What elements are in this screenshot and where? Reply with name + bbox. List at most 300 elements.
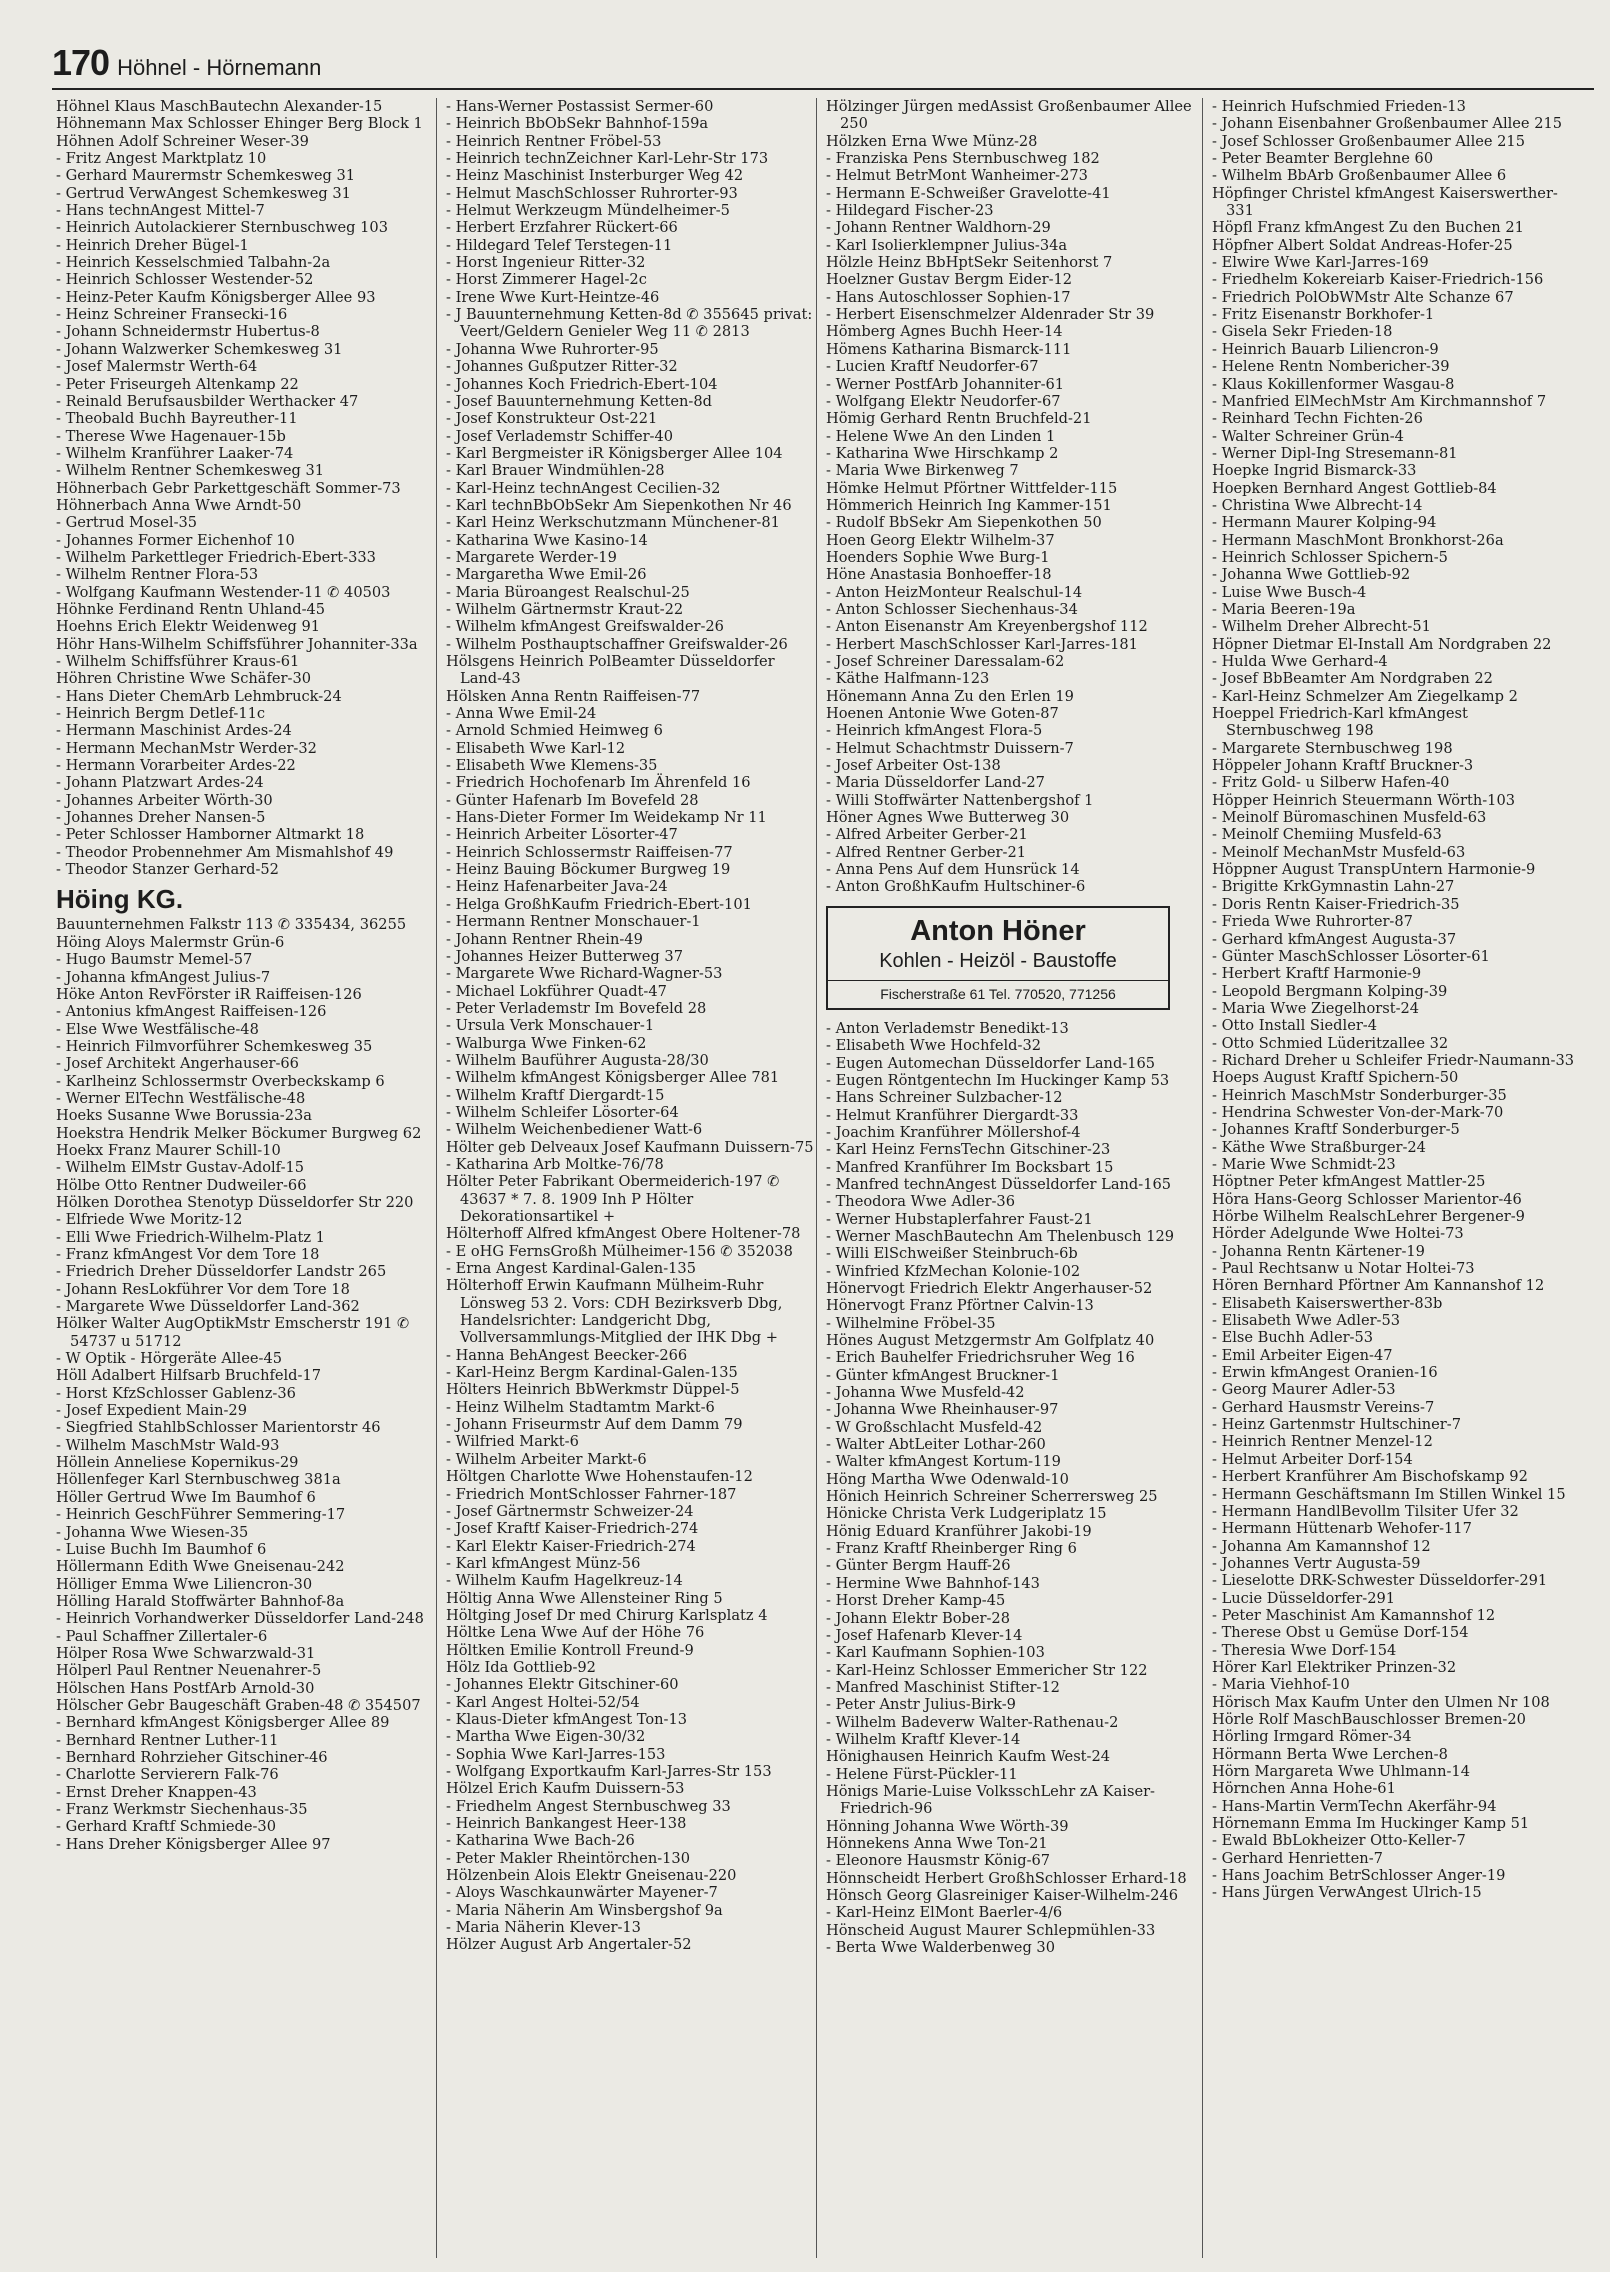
directory-entry: - Horst Zimmerer Hagel-2c bbox=[446, 271, 647, 289]
directory-entry: - Karl-Heinz Schmelzer Am Ziegelkamp 2 bbox=[1212, 687, 1518, 705]
directory-entry: - Hermann HandlBevollm Tilsiter Ufer 32 bbox=[1212, 1502, 1519, 1520]
directory-entry: Hömens Katharina Bismarck-111 bbox=[826, 340, 1072, 358]
directory-entry: - Werner Hubstaplerfahrer Faust-21 bbox=[826, 1210, 1093, 1228]
directory-entry: Hönning Johanna Wwe Wörth-39 bbox=[826, 1817, 1069, 1835]
directory-entry: - Anton GroßhKaufm Hultschiner-6 bbox=[826, 878, 1086, 896]
directory-entry: - Meinolf MechanMstr Musfeld-63 bbox=[1212, 843, 1466, 861]
directory-entry: - Herbert Eisenschmelzer Aldenrader Str 39 bbox=[826, 306, 1155, 324]
directory-entry: Hönich Heinrich Schreiner Scherrersweg 25 bbox=[826, 1488, 1158, 1506]
directory-entry: - Maria Beeren-19a bbox=[1212, 600, 1356, 618]
directory-entry: - Anton Eisenanstr Am Kreyenbergshof 112 bbox=[826, 618, 1148, 636]
directory-entry: - Johannes Gußputzer Ritter-32 bbox=[446, 358, 678, 376]
directory-entry: - Heinrich Rentner Menzel-12 bbox=[1212, 1433, 1433, 1451]
directory-entry: - Karl Heinz Werkschutzmann Münchener-81 bbox=[446, 514, 780, 532]
directory-entry: - Gertrud VerwAngest Schemkesweg 31 bbox=[56, 184, 351, 202]
directory-entry: - Heinrich Schlosser Westender-52 bbox=[56, 271, 314, 289]
directory-entry: - Josef Schreiner Daressalam-62 bbox=[826, 653, 1065, 670]
directory-entry: Hoenders Sophie Wwe Burg-1 bbox=[826, 548, 1050, 566]
directory-entry: - Elisabeth Wwe Klemens-35 bbox=[446, 757, 658, 775]
directory-entry: - Josef Arbeiter Ost-138 bbox=[826, 757, 1001, 775]
directory-entry: Hönnekens Anna Wwe Ton-21 bbox=[826, 1834, 1048, 1852]
directory-entry: - Johanna Wwe Musfeld-42 bbox=[826, 1384, 1025, 1402]
directory-entry: - Peter Verlademstr Im Bovefeld 28 bbox=[446, 999, 707, 1017]
directory-entry: - Helmut Kranführer Diergardt-33 bbox=[826, 1106, 1079, 1124]
directory-entry: Höllermann Edith Wwe Gneisenau-242 bbox=[56, 1558, 345, 1576]
directory-entry: - Klaus Kokillenformer Wasgau-8 bbox=[1212, 375, 1455, 393]
directory-entry: - Katharina Wwe Kasino-14 bbox=[446, 531, 648, 549]
directory-entry: - Maria Büroangest Realschul-25 bbox=[446, 583, 690, 601]
directory-entry: - Günter MaschSchlosser Lösorter-61 bbox=[1212, 947, 1490, 965]
directory-entry: Hoehns Erich Elektr Weidenweg 91 bbox=[56, 618, 321, 636]
directory-entry: - Wilhelm Dreher Albrecht-51 bbox=[1212, 618, 1431, 636]
directory-entry: - Johann Platzwart Ardes-24 bbox=[56, 774, 264, 792]
directory-entry: Hömmerich Heinrich Ing Kammer-151 bbox=[826, 496, 1112, 514]
directory-entry: - Helene Fürst-Pückler-11 bbox=[826, 1765, 1018, 1783]
directory-entry: - Friedhelm Angest Sternbuschweg 33 bbox=[446, 1797, 731, 1815]
directory-entry: Hölzer August Arb Angertaler-52 bbox=[446, 1936, 692, 1954]
directory-entry: - Hans Jürgen VerwAngest Ulrich-15 bbox=[1212, 1884, 1482, 1902]
directory-entry: Hoen Georg Elektr Wilhelm-37 bbox=[826, 531, 1055, 549]
directory-entry: Hönigs Marie-Luise VolksschLehr zA Kaiser-Friedrich-96 bbox=[826, 1782, 1155, 1818]
directory-entry: Hoekx Franz Maurer Schill-10 bbox=[56, 1141, 281, 1159]
directory-entry: - Friedrich PolObWMstr Alte Schanze 67 bbox=[1212, 288, 1514, 306]
directory-entry: Hölperl Paul Rentner Neuenahrer-5 bbox=[56, 1662, 322, 1680]
directory-entry: - Peter Friseurgeh Altenkamp 22 bbox=[56, 375, 299, 393]
directory-entry: - Hermann Maschinist Ardes-24 bbox=[56, 722, 292, 740]
directory-entry: - Heinrich Autolackierer Sternbuschweg 103 bbox=[56, 219, 389, 237]
directory-entry: - Wilhelm kfmAngest Greifswalder-26 bbox=[446, 618, 724, 636]
directory-entry: - Josef Konstrukteur Ost-221 bbox=[446, 410, 658, 428]
directory-entry: - Hans Dreher Königsberger Allee 97 bbox=[56, 1835, 331, 1853]
directory-entry: Hölter geb Delveaux Josef Kaufmann Duissern-75 bbox=[446, 1138, 814, 1156]
directory-entry: - Anton Schlosser Siechenhaus-34 bbox=[826, 600, 1078, 618]
directory-entry: - Karl Angest Holtei-52/54 bbox=[446, 1693, 640, 1711]
directory-entry: - Elisabeth Kaiserswerther-83b bbox=[1212, 1294, 1443, 1312]
directory-entry: - Walburga Wwe Finken-62 bbox=[446, 1034, 647, 1052]
directory-entry: - Karl Elektr Kaiser-Friedrich-274 bbox=[446, 1537, 696, 1555]
directory-entry: - Marie Wwe Schmidt-23 bbox=[1212, 1155, 1396, 1173]
firm-heading: Höing KG. bbox=[56, 884, 184, 915]
directory-entry: Hören Bernhard Pförtner Am Kannanshof 12 bbox=[1212, 1277, 1545, 1295]
directory-entry: Hörer Karl Elektriker Prinzen-32 bbox=[1212, 1658, 1457, 1676]
directory-entry: Höing Aloys Malermstr Grün-6 bbox=[56, 933, 285, 951]
directory-entry: - Franziska Pens Sternbuschweg 182 bbox=[826, 150, 1100, 168]
directory-entry: Hörle Rolf MaschBauschlosser Bremen-20 bbox=[1212, 1710, 1526, 1728]
directory-entry: - Manfred technAngest Düsseldorfer Land-165 bbox=[826, 1175, 1172, 1193]
directory-entry: Hölzenbein Alois Elektr Gneisenau-220 bbox=[446, 1867, 737, 1885]
directory-entry: - Elisabeth Wwe Adler-53 bbox=[1212, 1312, 1401, 1330]
directory-entry: - Otto Schmied Lüderitzallee 32 bbox=[1212, 1034, 1449, 1052]
directory-entry: Höllenfeger Karl Sternbuschweg 381a bbox=[56, 1471, 341, 1489]
directory-entry: - Johannes Kraftf Sonderburger-5 bbox=[1212, 1121, 1460, 1139]
directory-entry: Hölz Ida Gottlieb-92 bbox=[446, 1658, 596, 1676]
directory-entry: - Günter kfmAngest Bruckner-1 bbox=[826, 1366, 1060, 1384]
directory-entry: - Peter Schlosser Hamborner Altmarkt 18 bbox=[56, 826, 365, 844]
directory-entry: Hönsch Georg Glasreiniger Kaiser-Wilhelm-246 bbox=[826, 1887, 1179, 1904]
directory-entry: - Wilhelm Kaufm Hagelkreuz-14 bbox=[446, 1572, 683, 1590]
directory-entry: - Franz kfmAngest Vor dem Tore 18 bbox=[56, 1246, 320, 1263]
directory-entry: Höll Adalbert Hilfsarb Bruchfeld-17 bbox=[56, 1367, 322, 1385]
directory-entry: - Hans Autoschlosser Sophien-17 bbox=[826, 288, 1071, 306]
directory-entry: - Karlheinz Schlossermstr Overbeckskamp 6 bbox=[56, 1072, 385, 1090]
directory-entry: - Arnold Schmied Heimweg 6 bbox=[446, 722, 663, 740]
directory-entry: Höpner Dietmar El-Install Am Nordgraben 22 bbox=[1212, 635, 1552, 653]
directory-columns bbox=[56, 98, 1596, 2258]
directory-entry: - Erna Angest Kardinal-Galen-135 bbox=[446, 1260, 696, 1278]
directory-entry: Hölzle Heinz BbHptSekr Seitenhorst 7 bbox=[826, 254, 1113, 272]
directory-entry: Hoekstra Hendrik Melker Böckumer Burgweg 62 bbox=[56, 1124, 422, 1142]
directory-entry: - Wilhelm Schiffsführer Kraus-61 bbox=[56, 653, 300, 670]
directory-entry: - Johann Rentner Waldhorn-29 bbox=[826, 219, 1051, 237]
directory-entry: - Walter Schreiner Grün-4 bbox=[1212, 427, 1404, 445]
directory-entry: Hölzel Erich Kaufm Duissern-53 bbox=[446, 1780, 685, 1798]
directory-entry: - Johannes Heizer Butterweg 37 bbox=[446, 947, 683, 965]
directory-entry: - Maria Düsseldorfer Land-27 bbox=[826, 774, 1045, 792]
directory-entry: - Wilhelm Bauführer Augusta-28/30 bbox=[446, 1051, 709, 1069]
advertisement-box bbox=[826, 906, 1170, 1010]
directory-entry: - Horst Dreher Kamp-45 bbox=[826, 1592, 1006, 1610]
directory-entry: - Wilhelm Gärtnermstr Kraut-22 bbox=[446, 600, 684, 618]
directory-entry: - Maria Viehhof-10 bbox=[1212, 1676, 1350, 1694]
column-4 bbox=[1212, 98, 1584, 2258]
directory-entry: - Margarete Wwe Richard-Wagner-53 bbox=[446, 965, 723, 983]
directory-entry: - Hermine Wwe Bahnhof-143 bbox=[826, 1574, 1040, 1592]
directory-entry: - Karl Isolierklempner Julius-34a bbox=[826, 236, 1068, 254]
header-rule bbox=[52, 88, 1594, 90]
directory-entry: - Johann Elektr Bober-28 bbox=[826, 1609, 1010, 1627]
ad-services: Kohlen - Heizöl - Baustoffe bbox=[879, 949, 1117, 972]
column-3 bbox=[826, 98, 1198, 2258]
directory-entry: Höppner August TranspUntern Harmonie-9 bbox=[1212, 861, 1536, 879]
directory-entry: Höra Hans-Georg Schlosser Marientor-46 bbox=[1212, 1190, 1522, 1208]
directory-entry: - Siegfried StahlbSchlosser Marientorstr 46 bbox=[56, 1419, 381, 1437]
directory-entry: - Eugen Automechan Düsseldorfer Land-165 bbox=[826, 1054, 1156, 1072]
directory-entry: - Irene Wwe Kurt-Heintze-46 bbox=[446, 288, 660, 306]
directory-entry: Hölterhoff Erwin Kaufmann Mülheim-Ruhr Lönsweg 53 2. Vors: CDH Bezirksverb Dbg, Handelsrichter: Landgericht Dbg, Vollversammlungs-Mitglied der IHK Dbg + bbox=[446, 1277, 783, 1347]
directory-entry: - Antonius kfmAngest Raiffeisen-126 bbox=[56, 1003, 327, 1021]
directory-entry: Hönemann Anna Zu den Erlen 19 bbox=[826, 687, 1074, 705]
directory-entry: - Friedrich Hochofenarb Im Ährenfeld 16 bbox=[446, 774, 751, 792]
directory-entry: - Heinz Gartenmstr Hultschiner-7 bbox=[1212, 1416, 1461, 1434]
directory-entry: - Theodora Wwe Adler-36 bbox=[826, 1193, 1015, 1211]
directory-entry: - Helene Wwe An den Linden 1 bbox=[826, 427, 1056, 445]
directory-entry: - Reinhard Techn Fichten-26 bbox=[1212, 410, 1423, 428]
directory-entry: - Wilhelm Kraftf Klever-14 bbox=[826, 1730, 1021, 1748]
directory-entry: - Josef Kraftf Kaiser-Friedrich-274 bbox=[446, 1520, 699, 1538]
directory-entry: - Aloys Waschkaunwärter Mayener-7 bbox=[446, 1884, 718, 1902]
directory-entry: - Elisabeth Wwe Hochfeld-32 bbox=[826, 1037, 1042, 1055]
directory-entry: Höhnen Adolf Schreiner Weser-39 bbox=[56, 132, 309, 150]
directory-entry: - Karl Kaufmann Sophien-103 bbox=[826, 1644, 1045, 1662]
directory-entry: - Katharina Wwe Hirschkamp 2 bbox=[826, 444, 1059, 462]
directory-entry: - Johannes Dreher Nansen-5 bbox=[56, 809, 266, 827]
directory-entry: - Helmut MaschSchlosser Ruhrorter-93 bbox=[446, 184, 738, 202]
directory-entry: Höller Gertrud Wwe Im Baumhof 6 bbox=[56, 1488, 316, 1506]
directory-entry: Hölbe Otto Rentner Dudweiler-66 bbox=[56, 1176, 307, 1194]
directory-entry: Hönervogt Friedrich Elektr Angerhauser-52 bbox=[826, 1279, 1153, 1297]
directory-entry: Hölscher Gebr Baugeschäft Graben-48 ✆ 354507 bbox=[56, 1696, 421, 1714]
directory-entry: - Maria Wwe Ziegelhorst-24 bbox=[1212, 999, 1420, 1017]
directory-entry: - Ewald BbLokheizer Otto-Keller-7 bbox=[1212, 1832, 1466, 1850]
directory-entry: - Hermann E-Schweißer Gravelotte-41 bbox=[826, 184, 1111, 202]
directory-entry: - Helene Rentn Nombericher-39 bbox=[1212, 358, 1450, 376]
column-1 bbox=[56, 98, 428, 2258]
directory-entry: Höhnke Ferdinand Rentn Uhland-45 bbox=[56, 600, 326, 618]
directory-entry: - Theodor Stanzer Gerhard-52 bbox=[56, 861, 279, 879]
directory-entry: - Heinz Hafenarbeiter Java-24 bbox=[446, 878, 668, 896]
directory-entry: - Elfriede Wwe Moritz-12 bbox=[56, 1211, 243, 1229]
directory-entry: - Wilhelm MaschMstr Wald-93 bbox=[56, 1436, 280, 1454]
directory-entry: - Elisabeth Wwe Karl-12 bbox=[446, 739, 626, 757]
directory-entry: Hörbe Wilhelm RealschLehrer Bergener-9 bbox=[1212, 1208, 1525, 1225]
directory-entry: - Josef BbBeamter Am Nordgraben 22 bbox=[1212, 670, 1493, 688]
directory-entry: - Heinrich Arbeiter Lösorter-47 bbox=[446, 826, 678, 844]
directory-entry: - Wilhelm BbArb Großenbaumer Allee 6 bbox=[1212, 167, 1507, 185]
directory-entry: Höpfinger Christel kfmAngest Kaiserswerther-331 bbox=[1212, 184, 1558, 220]
directory-entry: Hoenen Antonie Wwe Goten-87 bbox=[826, 705, 1059, 723]
directory-entry: - Brigitte KrkGymnastin Lahn-27 bbox=[1212, 878, 1455, 896]
directory-entry: - W Großschlacht Musfeld-42 bbox=[826, 1418, 1043, 1436]
directory-entry: - Elwire Wwe Karl-Jarres-169 bbox=[1212, 254, 1429, 272]
directory-entry: - Hans-Werner Postassist Sermer-60 bbox=[446, 98, 714, 115]
directory-entry: Hölliger Emma Wwe Liliencron-30 bbox=[56, 1575, 313, 1593]
directory-entry: Hönervogt Franz Pförtner Calvin-13 bbox=[826, 1297, 1094, 1315]
directory-entry: - Wilfried Markt-6 bbox=[446, 1433, 579, 1451]
directory-entry: - Sophia Wwe Karl-Jarres-153 bbox=[446, 1745, 666, 1763]
directory-entry: - Günter Bergm Hauff-26 bbox=[826, 1557, 1011, 1575]
directory-entry: - Johannes Former Eichenhof 10 bbox=[56, 531, 295, 549]
directory-entry: - Heinrich Schlossermstr Raiffeisen-77 bbox=[446, 843, 733, 861]
directory-entry: - Wilhelm Rentner Schemkesweg 31 bbox=[56, 462, 325, 480]
directory-entry: Höltke Lena Wwe Auf der Höhe 76 bbox=[446, 1624, 705, 1642]
directory-entry: - Hermann Geschäftsmann Im Stillen Winkel 15 bbox=[1212, 1485, 1566, 1503]
directory-entry: - Johanna Am Kamannshof 12 bbox=[1212, 1537, 1431, 1555]
directory-entry: - Heinrich Bergm Detlef-11c bbox=[56, 705, 266, 723]
directory-entry: - Gerhard Kraftf Schmiede-30 bbox=[56, 1818, 276, 1836]
directory-entry: Hörmann Berta Wwe Lerchen-8 bbox=[1212, 1745, 1448, 1763]
directory-entry: - Johann Schneidermstr Hubertus-8 bbox=[56, 323, 320, 341]
directory-entry: - Wolfgang Kaufmann Westender-11 ✆ 40503 bbox=[56, 583, 391, 601]
directory-entry: - Eleonore Hausmstr König-67 bbox=[826, 1852, 1051, 1870]
directory-entry: - Willi ElSchweißer Steinbruch-6b bbox=[826, 1245, 1078, 1263]
directory-entry: Hölsken Anna Rentn Raiffeisen-77 bbox=[446, 687, 701, 705]
directory-entry: Hörn Margareta Wwe Uhlmann-14 bbox=[1212, 1763, 1470, 1780]
directory-entry: - Johannes Arbeiter Wörth-30 bbox=[56, 791, 273, 809]
directory-entry: - Hugo Baumstr Memel-57 bbox=[56, 951, 253, 969]
directory-entry: - Johanna Wwe Gottlieb-92 bbox=[1212, 566, 1411, 584]
directory-entry: - Wilhelm Kranführer Laaker-74 bbox=[56, 444, 294, 462]
directory-entry: Hoeppel Friedrich-Karl kfmAngest Sternbuschweg 198 bbox=[1212, 705, 1468, 740]
directory-entry: - Hildegard Telef Terstegen-11 bbox=[446, 236, 673, 254]
page-range: Höhnel - Hörnemann bbox=[117, 55, 322, 80]
directory-entry: - Horst KfzSchlosser Gablenz-36 bbox=[56, 1384, 296, 1402]
directory-entry: - Helmut Arbeiter Dorf-154 bbox=[1212, 1450, 1413, 1468]
directory-entry: - Wilhelm Rentner Flora-53 bbox=[56, 566, 259, 584]
directory-entry: - Johann Walzwerker Schemkesweg 31 bbox=[56, 340, 343, 358]
ad-address: Fischerstraße 61 Tel. 770520, 771256 bbox=[828, 980, 1168, 1004]
directory-entry: - Heinrich Dreher Bügel-1 bbox=[56, 236, 249, 254]
directory-entry: - Johann Eisenbahner Großenbaumer Allee 215 bbox=[1212, 115, 1563, 133]
directory-entry: - Heinz Maschinist Insterburger Weg 42 bbox=[446, 167, 744, 185]
directory-entry: - Karl kfmAngest Münz-56 bbox=[446, 1554, 641, 1572]
directory-entry: - Wilhelm Kraftf Diergardt-15 bbox=[446, 1086, 665, 1104]
directory-entry: - Margaretha Wwe Emil-26 bbox=[446, 566, 647, 584]
directory-entry: - Heinz-Peter Kaufm Königsberger Allee 93 bbox=[56, 288, 376, 306]
directory-entry: Hölterhoff Alfred kfmAngest Obere Holtener-78 bbox=[446, 1225, 801, 1243]
directory-entry: Hölschen Hans PostfArb Arnold-30 bbox=[56, 1679, 315, 1697]
directory-entry: - Lucien Kraftf Neudorfer-67 bbox=[826, 358, 1039, 376]
directory-entry: Hölsgens Heinrich PolBeamter Düsseldorfer Land-43 bbox=[446, 653, 775, 688]
directory-entry: Hölken Dorothea Stenotyp Düsseldorfer Str 220 bbox=[56, 1193, 414, 1211]
directory-entry: - Helga GroßhKaufm Friedrich-Ebert-101 bbox=[446, 895, 752, 913]
directory-entry: - Hermann MechanMstr Werder-32 bbox=[56, 739, 317, 757]
directory-entry: Hörder Adelgunde Wwe Holtei-73 bbox=[1212, 1225, 1464, 1243]
directory-entry: - Luise Wwe Busch-4 bbox=[1212, 583, 1367, 601]
directory-entry: - Helmut Werkzeugm Mündelheimer-5 bbox=[446, 202, 730, 220]
directory-entry: - Wilhelm Weichenbediener Watt-6 bbox=[446, 1121, 703, 1139]
directory-entry: - Josef Verlademstr Schiffer-40 bbox=[446, 427, 674, 445]
directory-entry: - Johannes Elektr Gitschiner-60 bbox=[446, 1676, 679, 1694]
directory-entry: - Herbert Erzfahrer Rückert-66 bbox=[446, 219, 678, 237]
directory-entry: Hölzinger Jürgen medAssist Großenbaumer Allee 250 bbox=[826, 98, 1192, 133]
directory-entry: - Eugen Röntgentechn Im Huckinger Kamp 53 bbox=[826, 1071, 1170, 1089]
directory-entry: - Wilhelm Badeverw Walter-Rathenau-2 bbox=[826, 1713, 1119, 1731]
directory-entry: Höke Anton RevFörster iR Raiffeisen-126 bbox=[56, 985, 362, 1003]
directory-entry: - Anton HeizMonteur Realschul-14 bbox=[826, 583, 1083, 601]
directory-entry: - Josef Bauunternehmung Ketten-8d bbox=[446, 392, 712, 410]
directory-entry: Höllein Anneliese Kopernikus-29 bbox=[56, 1454, 299, 1472]
directory-entry: - Karl-Heinz ElMont Baerler-4/6 bbox=[826, 1904, 1063, 1922]
directory-entry: - Karl-Heinz Bergm Kardinal-Galen-135 bbox=[446, 1364, 738, 1382]
directory-entry: - Alfred Rentner Gerber-21 bbox=[826, 843, 1027, 861]
directory-entry: Höhren Christine Wwe Schäfer-30 bbox=[56, 670, 312, 688]
directory-entry: Hoepke Ingrid Bismarck-33 bbox=[1212, 462, 1417, 480]
directory-entry: Hölters Heinrich BbWerkmstr Düppel-5 bbox=[446, 1381, 740, 1399]
directory-entry: - Georg Maurer Adler-53 bbox=[1212, 1381, 1396, 1399]
directory-entry: - Hans Dieter ChemArb Lehmbruck-24 bbox=[56, 687, 342, 705]
directory-entry: Hörnemann Emma Im Huckinger Kamp 51 bbox=[1212, 1815, 1530, 1833]
directory-entry: - Wolfgang Elektr Neudorfer-67 bbox=[826, 392, 1061, 410]
directory-entry: - Therese Wwe Hagenauer-15b bbox=[56, 427, 286, 445]
directory-entry: - Johann Rentner Rhein-49 bbox=[446, 930, 643, 948]
directory-entry: - Käthe Halfmann-123 bbox=[826, 670, 990, 688]
directory-entry: - Peter Makler Rheintörchen-130 bbox=[446, 1849, 691, 1867]
directory-entry: - Gertrud Mosel-35 bbox=[56, 514, 198, 532]
directory-entry: Hölling Harald Stoffwärter Bahnhof-8a bbox=[56, 1592, 345, 1610]
directory-entry: - W Optik - Hörgeräte Allee-45 bbox=[56, 1350, 283, 1368]
directory-entry: - Fritz Angest Marktplatz 10 bbox=[56, 150, 267, 168]
page-header bbox=[52, 42, 321, 88]
directory-entry: - Hanna BehAngest Beecker-266 bbox=[446, 1346, 688, 1364]
directory-entry: - Maria Näherin Klever-13 bbox=[446, 1919, 641, 1937]
directory-entry: Hönes August Metzgermstr Am Golfplatz 40 bbox=[826, 1332, 1155, 1349]
directory-entry: - Anna Wwe Emil-24 bbox=[446, 705, 597, 723]
directory-entry: - Meinolf Chemiing Musfeld-63 bbox=[1212, 826, 1442, 844]
directory-entry: Hönighausen Heinrich Kaufm West-24 bbox=[826, 1748, 1111, 1766]
directory-entry: - Walter kfmAngest Kortum-119 bbox=[826, 1453, 1061, 1471]
directory-entry: - Wilhelm Posthauptschaffner Greifswalder-26 bbox=[446, 635, 788, 653]
directory-entry: - Hulda Wwe Gerhard-4 bbox=[1212, 653, 1388, 670]
directory-entry: - Hermann Vorarbeiter Ardes-22 bbox=[56, 757, 296, 775]
directory-entry: - Peter Beamter Berglehne 60 bbox=[1212, 150, 1434, 168]
directory-entry: - Karl-Heinz technAngest Cecilien-32 bbox=[446, 479, 721, 497]
directory-entry: Hölker Walter AugOptikMstr Emscherstr 191 ✆ 54737 u 51712 bbox=[56, 1315, 410, 1350]
directory-entry: - Richard Dreher u Schleifer Friedr-Naumann-33 bbox=[1212, 1051, 1575, 1069]
directory-entry: - Johannes Koch Friedrich-Ebert-104 bbox=[446, 375, 718, 393]
directory-entry: - Wilhelmine Fröbel-35 bbox=[826, 1314, 996, 1332]
directory-entry: - Therese Obst u Gemüse Dorf-154 bbox=[1212, 1624, 1469, 1642]
page-number: 170 bbox=[52, 42, 110, 83]
directory-entry: - Wilhelm Schleifer Lösorter-64 bbox=[446, 1103, 679, 1121]
directory-entry: Höpper Heinrich Steuermann Wörth-103 bbox=[1212, 791, 1516, 809]
directory-entry: Hönicke Christa Verk Ludgeriplatz 15 bbox=[826, 1505, 1107, 1523]
directory-entry: - Johannes Vertr Augusta-59 bbox=[1212, 1554, 1421, 1572]
directory-entry: - Margarete Sternbuschweg 198 bbox=[1212, 739, 1453, 757]
directory-entry: Höner Agnes Wwe Butterweg 30 bbox=[826, 809, 1070, 827]
directory-entry: - Gisela Sekr Frieden-18 bbox=[1212, 323, 1393, 341]
directory-entry: - Karl Bergmeister iR Königsberger Allee 104 bbox=[446, 444, 783, 462]
directory-entry: - Wilhelm ElMstr Gustav-Adolf-15 bbox=[56, 1159, 305, 1177]
directory-entry: - Karl-Heinz Schlosser Emmericher Str 122 bbox=[826, 1661, 1148, 1679]
ad-company-name: Anton Höner bbox=[910, 914, 1086, 947]
directory-entry: - Josef Schlosser Großenbaumer Allee 215 bbox=[1212, 132, 1526, 150]
directory-entry: - Johanna Wwe Wiesen-35 bbox=[56, 1523, 249, 1541]
directory-entry: Hönig Eduard Kranführer Jakobi-19 bbox=[826, 1522, 1092, 1540]
directory-entry: - Walter AbtLeiter Lothar-260 bbox=[826, 1436, 1046, 1454]
directory-entry: - Heinrich Bankangest Heer-138 bbox=[446, 1815, 687, 1833]
directory-entry: - Josef Architekt Angerhauser-66 bbox=[56, 1055, 299, 1073]
directory-entry: - Katharina Wwe Bach-26 bbox=[446, 1832, 635, 1850]
directory-entry: - Johanna kfmAngest Julius-7 bbox=[56, 968, 271, 986]
directory-entry: - Otto Install Siedler-4 bbox=[1212, 1017, 1378, 1035]
directory-entry: Hönscheid August Maurer Schlepmühlen-33 bbox=[826, 1921, 1156, 1939]
directory-entry: - J Bauunternehmung Ketten-8d ✆ 355645 privat: Veert/Geldern Genieler Weg 11 ✆ 2813 bbox=[446, 306, 813, 341]
directory-entry: - Wilhelm Arbeiter Markt-6 bbox=[446, 1450, 647, 1468]
directory-entry: - Manfred Kranführer Im Bocksbart 15 bbox=[826, 1158, 1114, 1176]
directory-entry: Höptner Peter kfmAngest Mattler-25 bbox=[1212, 1173, 1486, 1191]
directory-entry: - Heinrich Kesselschmied Talbahn-2a bbox=[56, 254, 331, 272]
directory-entry: - Peter Anstr Julius-Birk-9 bbox=[826, 1696, 1016, 1714]
directory-entry: - Fritz Gold- u Silberw Hafen-40 bbox=[1212, 774, 1450, 792]
directory-entry: Hölter Peter Fabrikant Obermeiderich-197 ✆ 43637 * 7. 8. 1909 Inh P Hölter Dekorationsartikel + bbox=[446, 1173, 780, 1225]
directory-entry: Hölper Rosa Wwe Schwarzwald-31 bbox=[56, 1644, 316, 1662]
directory-entry: - Peter Maschinist Am Kamannshof 12 bbox=[1212, 1606, 1496, 1624]
directory-entry: Höhnerbach Gebr Parkettgeschäft Sommer-73 bbox=[56, 479, 401, 497]
directory-entry: - Josef Malermstr Werth-64 bbox=[56, 358, 258, 376]
directory-entry: - Margarete Wwe Düsseldorfer Land-362 bbox=[56, 1298, 360, 1316]
directory-entry: Höltig Anna Wwe Allensteiner Ring 5 bbox=[446, 1589, 723, 1607]
directory-entry: Höng Martha Wwe Odenwald-10 bbox=[826, 1470, 1069, 1488]
directory-entry: Hörnchen Anna Hohe-61 bbox=[1212, 1780, 1396, 1798]
directory-entry: - Theresia Wwe Dorf-154 bbox=[1212, 1641, 1397, 1659]
directory-entry: - Lucie Düsseldorfer-291 bbox=[1212, 1589, 1396, 1607]
directory-entry: - Erwin kfmAngest Oranien-16 bbox=[1212, 1364, 1438, 1382]
directory-entry: - Heinrich technZeichner Karl-Lehr-Str 173 bbox=[446, 150, 769, 168]
directory-entry: - Johann Friseurmstr Auf dem Damm 79 bbox=[446, 1416, 743, 1434]
directory-entry: - Friedrich Dreher Düsseldorfer Landstr 265 bbox=[56, 1263, 387, 1281]
directory-entry: - Heinrich GeschFührer Semmering-17 bbox=[56, 1506, 346, 1524]
directory-entry: - Hans technAngest Mittel-7 bbox=[56, 202, 265, 220]
directory-entry: - Paul Rechtsanw u Notar Holtei-73 bbox=[1212, 1260, 1475, 1278]
directory-entry: Höhnemann Max Schlosser Ehinger Berg Block 1 bbox=[56, 115, 423, 133]
directory-entry: Höpfl Franz kfmAngest Zu den Buchen 21 bbox=[1212, 219, 1524, 237]
directory-entry: - Karl technBbObSekr Am Siepenkothen Nr 46 bbox=[446, 496, 792, 514]
directory-entry: - Heinrich MaschMstr Sonderburger-35 bbox=[1212, 1086, 1507, 1104]
directory-entry: Hoeks Susanne Wwe Borussia-23a bbox=[56, 1107, 312, 1125]
directory-entry: - Fritz Eisenanstr Borkhofer-1 bbox=[1212, 306, 1435, 324]
directory-entry: - Doris Rentn Kaiser-Friedrich-35 bbox=[1212, 895, 1460, 913]
directory-entry: - Helmut Schachtmstr Duissern-7 bbox=[826, 739, 1074, 757]
